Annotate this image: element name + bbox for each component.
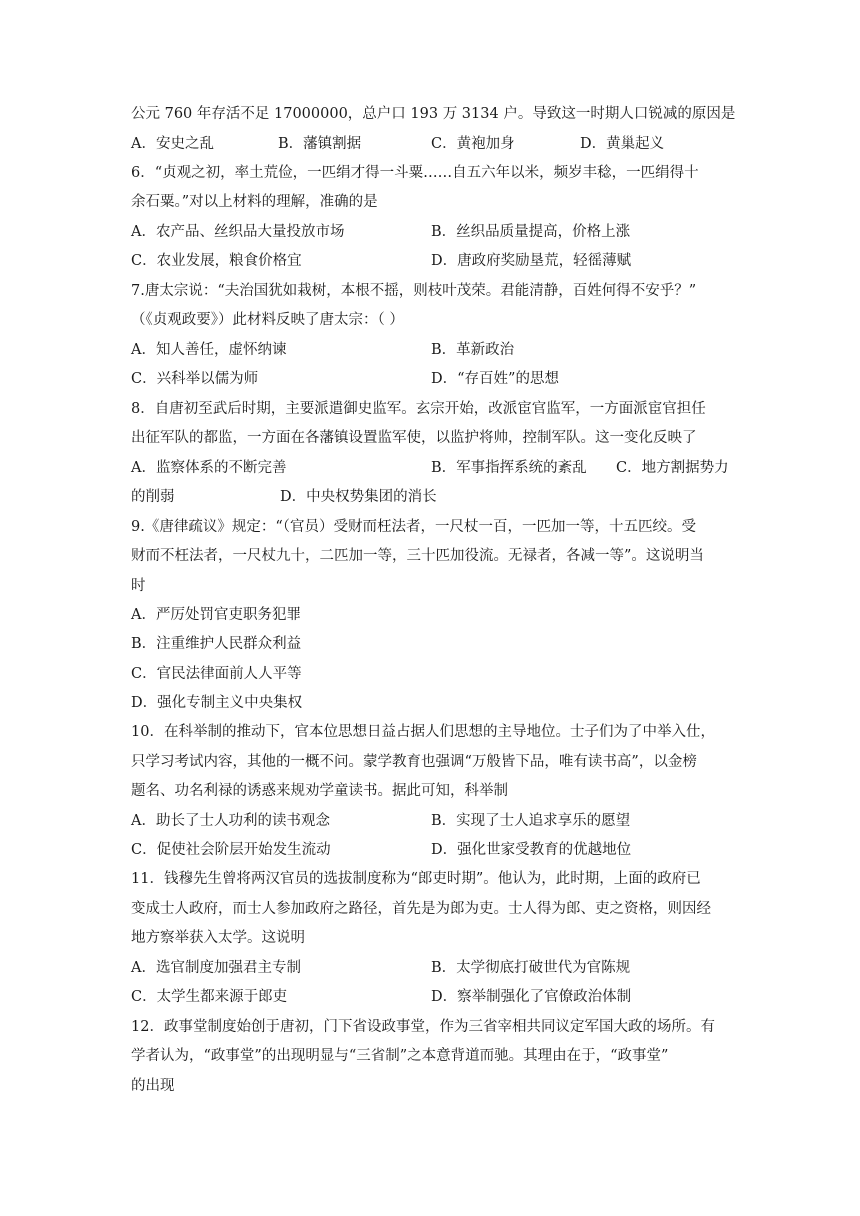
q11-stem-line-2: 变成士人政府，而士人参加政府之路径，首先是为郎为吏。士人得为郎、吏之资格，则因经 xyxy=(131,901,711,917)
q10-option-b: B．实现了士人追求享乐的愿望 xyxy=(431,813,631,829)
q5-option-d: D．黄巢起义 xyxy=(580,136,665,152)
q9-stem-line-3: 时 xyxy=(131,578,146,594)
q5-option-c: C．黄袍加身 xyxy=(431,136,515,152)
q10-stem-line-1: 10．在科举制的推动下，官本位思想日益占据人们思想的主导地位。士子们为了中举入仕， xyxy=(131,724,715,740)
q11-option-c: C．太学生都来源于郎吏 xyxy=(131,989,288,1005)
q7-option-c: C．兴科举以儒为师 xyxy=(131,371,259,387)
q9-option-c: C．官民法律面前人人平等 xyxy=(131,666,302,682)
q5-stem-tail: 公元 760 年存活不足 17000000，总户口 193 万 3134 户。导致这一时期人口锐减的原因是 xyxy=(131,106,736,122)
q8-stem-line-1: 8．自唐初至武后时期，主要派遣御史监军。玄宗开始，改派宦官监军，一方面派宦官担任 xyxy=(131,401,706,417)
q6-stem-line-1: 6．“贞观之初，率土荒俭，一匹绢才得一斗粟……自五六年以米，频岁丰稔，一匹绢得十 xyxy=(131,165,699,181)
q11-stem-line-3: 地方察举获入太学。这说明 xyxy=(131,930,305,946)
q11-stem-line-1: 11．钱穆先生曾将两汉官员的选拔制度称为“郎吏时期”。他认为，此时期，上面的政府已 xyxy=(131,871,701,887)
q12-stem-line-3: 的出现 xyxy=(131,1078,175,1094)
q12-stem-line-1: 12．政事堂制度始创于唐初，门下省设政事堂，作为三省宰相共同议定军国大政的场所。有 xyxy=(131,1019,715,1035)
q11-option-b: B．太学彻底打破世代为官陈规 xyxy=(431,960,631,976)
q6-option-b: B．丝织品质量提高，价格上涨 xyxy=(431,224,631,240)
q7-stem-line-2: （《贞观政要》）此材料反映了唐太宗：（ ） xyxy=(131,312,404,328)
q11-option-a: A．选官制度加强君主专制 xyxy=(131,960,301,976)
q6-option-c: C．农业发展，粮食价格宜 xyxy=(131,253,302,269)
q10-option-c: C．促使社会阶层开始发生流动 xyxy=(131,842,331,858)
q9-stem-line-1: 9.《唐律疏议》规定：“（官员）受财而枉法者，一尺杖一百，一匹加一等，十五匹绞。受 xyxy=(131,519,696,535)
q5-option-b: B．藩镇割据 xyxy=(278,136,362,152)
q6-option-d: D．唐政府奖励垦荒，轻徭薄赋 xyxy=(431,253,632,269)
q9-stem-line-2: 财而不枉法者，一尺杖九十，二匹加一等，三十匹加役流。无禄者，各减一等”。这说明当 xyxy=(131,548,704,564)
q10-option-d: D．强化世家受教育的优越地位 xyxy=(431,842,632,858)
q9-option-a: A．严厉处罚官吏职务犯罪 xyxy=(131,607,301,623)
q6-stem-line-2: 余石粟。”对以上材料的理解，准确的是 xyxy=(131,194,378,210)
q10-stem-line-2: 只学习考试内容，其他的一概不问。蒙学教育也强调“万般皆下品，唯有读书高”，以金榜 xyxy=(131,754,697,770)
q10-stem-line-3: 题名、功名利禄的诱惑来规劝学童读书。据此可知，科举制 xyxy=(131,783,508,799)
q7-option-b: B．革新政治 xyxy=(431,342,515,358)
q9-option-d: D．强化专制主义中央集权 xyxy=(131,695,303,711)
q8-option-d: D．中央权势集团的消长 xyxy=(280,489,437,505)
q11-option-d: D．察举制强化了官僚政治体制 xyxy=(431,989,632,1005)
q7-option-a: A．知人善任，虚怀纳谏 xyxy=(131,342,287,358)
q7-stem-line-1: 7.唐太宗说：“夫治国犹如栽树，本根不摇，则枝叶茂荣。君能清静，百姓何得不安乎？” xyxy=(131,283,697,299)
q8-option-c-cont: 的削弱 xyxy=(131,489,175,505)
q5-option-a: A．安史之乱 xyxy=(131,136,214,152)
q7-option-d: D．“存百姓”的思想 xyxy=(431,371,559,387)
q8-option-b: B．军事指挥系统的紊乱 xyxy=(431,460,587,476)
q8-stem-line-2: 出征军队的都监，一方面在各藩镇设置监军使，以监护将帅，控制军队。这一变化反映了 xyxy=(131,430,697,446)
q10-option-a: A．助长了士人功利的读书观念 xyxy=(131,813,330,829)
q9-option-b: B．注重维护人民群众利益 xyxy=(131,636,302,652)
q8-option-a: A．监察体系的不断完善 xyxy=(131,460,287,476)
q6-option-a: A．农产品、丝织品大量投放市场 xyxy=(131,224,345,240)
q12-stem-line-2: 学者认为，“政事堂”的出现明显与“三省制”之本意背道而驰。其理由在于，“政事堂” xyxy=(131,1048,669,1064)
q8-option-c: C．地方割据势力 xyxy=(616,460,729,476)
